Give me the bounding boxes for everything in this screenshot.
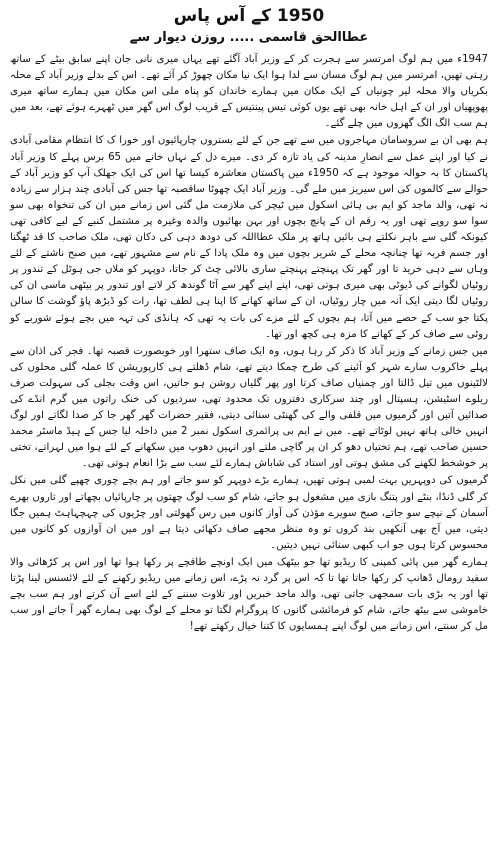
paragraph-2: ہم بھی ان بے سروسامان مہاجروں میں سے تھے جن کے لئے بستروں چارپائیوں اور خورا ک کا انتظام مقامی آبادی نے کیا اور اپنے عمل سے انصارِ مدینہ کی یاد تازہ کر دی۔ میرے دل کے نہاں خانے میں 65 برس پہلے کا وزیر آباد پاکستان کا بہ حوالہ موجود ہے کہ 1950ء میں پاکستان معاشرہ کیسا تھا اس کی ایک جھلک آپ کو وزیر آباد کے حوالے سے کالموں کی اس سیریز میں ملے گی۔ وزیر آباد ایک چھوٹا ساقصبہ تھا جس کی آبادی چند ہزار سے زیادہ نہ تھی، والد ماجد کو ایم بی ہائی اسکول میں ٹیچر کی ملازمت مل گئی اس زمانے میں ان کی تنخواہ بھی سو سوا سو روپے تھی اور یہ رقم ان کے پانچ بچوں اور بہن بھائیوں والدہ وغیرہ پر مشتمل کنبے کے لیے کافی تھی کیونکہ گلی سے باہر نکلتے ہی بائیں ہاتھ پر ملک عطااللہ کی دودھ دہی کی دکان تھی، ملک صاحب کا قد ٹھگنا اور جسم فربہ تھا چنانچہ محلے کے شریر بچوں میں وہ ملک پادا کے نام سے مشہور تھے، میں صبح ناشتے کے لئے وہاں سے دہی خرید تا اور گھر تک پہنچتے پہنچتے ساری بالائی چٹ کر جاتا، دوپہر کو ملاں جی ہوٹل کے تندور پر روٹیاں لگوانے کی ڈیوٹی بھی میری ہوتی تھی، اپنے اپنے گھر سے آٹا گوندھ کر لاتے اور تندور پر بیٹھی ماسی ان کی روٹیاں لگا دیتی ایک آنہ میں چار روٹیاں، ان کے ساتھ کھانے کا اپنا ہی لطف تھا، رات کو ڈیڑھ پاؤ گوشت کا سالن پکتا جو سب کے حصے میں آتا، ہم بچوں کے لئے مزے کی بات یہ تھی کہ ہانڈی کی تہہ میں بچے ہوئے شوربے کو روٹی سے صاف کر کے کھانے کا مزہ ہی کچھ اور تھا۔ bbox=[10, 135, 488, 340]
paragraph-4: گرمیوں کی دوپہریں بہت لمبی ہوتی تھیں، ہمارے بڑے دوپہر کو سو جاتے اور ہم بچے چوری چھپے گلی میں نکل کر گلی ڈنڈا، بنٹے اور پتنگ بازی میں مشغول ہو جاتے، شام کو سب لوگ چھتوں پر چارپائیاں بچھاتے اور تاروں بھرے آسمان کے نیچے سو جاتے، صبح سویرے مؤذن کی آواز کانوں میں رس گھولتی اور چڑیوں کی چہچہاہٹ ہمیں جگا دیتی، میں آج بھی آنکھیں بند کروں تو وہ منظر مجھے صاف دکھائی دیتا ہے اور میں ان آوازوں کو کانوں میں محسوس کرتا ہوں جو اب کبھی سنائی نہیں دیتیں۔ bbox=[10, 475, 488, 551]
paragraph-1: 1947ء میں ہم لوگ امرتسر سے ہجرت کر کے وزیر آباد آگئے تھے یہاں میری نانی جان اپنے سابق بیٹے کے ساتھ رہتی تھیں، امرتسر میں ہم لوگ مسان سے لدا ہوا ایک نیا مکان چھوڑ کر آئے تھے۔ اس کے بدلے وزیر آباد کے محلہ بکریاں والا محلہ لیر چونیاں کے ایک مکان میں ہمارے خاندان کو پناہ ملی اس مکان میں ہمارے ساتھ میری پھوپھیاں اور ان کے اہل خانہ بھی تھے یوں کوئی تیس پینتیس کے قریب لوگ اس گھر میں ٹھہرے ہوئے تھے، بعد میں ہم سب الگ الگ گھروں میں چلے گئے۔ bbox=[10, 54, 488, 130]
paragraph-5: ہمارے گھر میں پائی کمپنی کا ریڈیو تھا جو بیٹھک میں ایک اونچے طاقچے پر رکھا ہوا تھا اور اس پر کڑھائی والا سفید رومال ڈھانپ کر رکھا جاتا تھا تا کہ اس پر گرد نہ پڑے، اس زمانے میں ریڈیو رکھنے کے لئے لائسنس لینا پڑتا تھا اور یہ بڑی بات سمجھی جاتی تھی، والد ماجد خبریں اور تلاوت سننے کے لئے اسے آن کرتے اور ہم سب بچے خاموشی سے بیٹھ جاتے، شام کو فرمائشی گانوں کا پروگرام لگتا تو محلے کے لوگ بھی ہمارے گھر آ جاتے اور سب مل کر سنتے، اس زمانے میں لوگ اپنے ہمسایوں کا کتنا خیال رکھتے تھے! bbox=[10, 556, 488, 633]
article-title: 1950 کے آس پاس bbox=[173, 6, 325, 26]
article-body bbox=[10, 52, 488, 635]
article-byline: عطاالحق قاسمی ..... روزن دیوار سے bbox=[129, 30, 369, 45]
paragraph-3: میں جس زمانے کے وزیر آباد کا ذکر کر رہا ہوں، وہ ایک صاف ستھرا اور خوبصورت قصبہ تھا۔ فجر کی اذان سے پہلے خاکروب سارے شہر کو آئینے کی طرح چمکا دیتے تھے، شام ڈھلتے ہی کارپوریشن کا عملہ گلی محلوں کی لالٹینوں میں تیل ڈالتا اور چمنیاں صاف کرتا اور پھر گلیاں روشن ہو جاتیں، اس وقت بجلی کی سہولت صرف ریلوے اسٹیشن، ہسپتال اور چند سرکاری دفتروں تک محدود تھی، سردیوں کی خنک راتوں میں گرم انڈے کی صدائیں آتیں اور گرمیوں میں قلفی والے کی گھنٹی سنائی دیتی، فقیر حضرات گھر گھر جا کر صدا لگاتے اور لوگ انہیں خالی ہاتھ نہیں لوٹاتے تھے۔ میں نے ایم بی پرائمری اسکول نمبر 2 میں داخلہ لیا جس کے ہیڈ ماسٹر محمد حسین صاحب تھے، ہم تختیاں دھو کر ان پر گاچی ملتے اور انہیں دھوپ میں سکھانے کے لئے ہوا میں لہراتے، تختی پر خوشخط لکھنے کی مشق ہوتی اور استاد کی شاباش ہمارے لئے سب سے بڑا انعام ہوتی تھی۔ bbox=[10, 345, 488, 470]
